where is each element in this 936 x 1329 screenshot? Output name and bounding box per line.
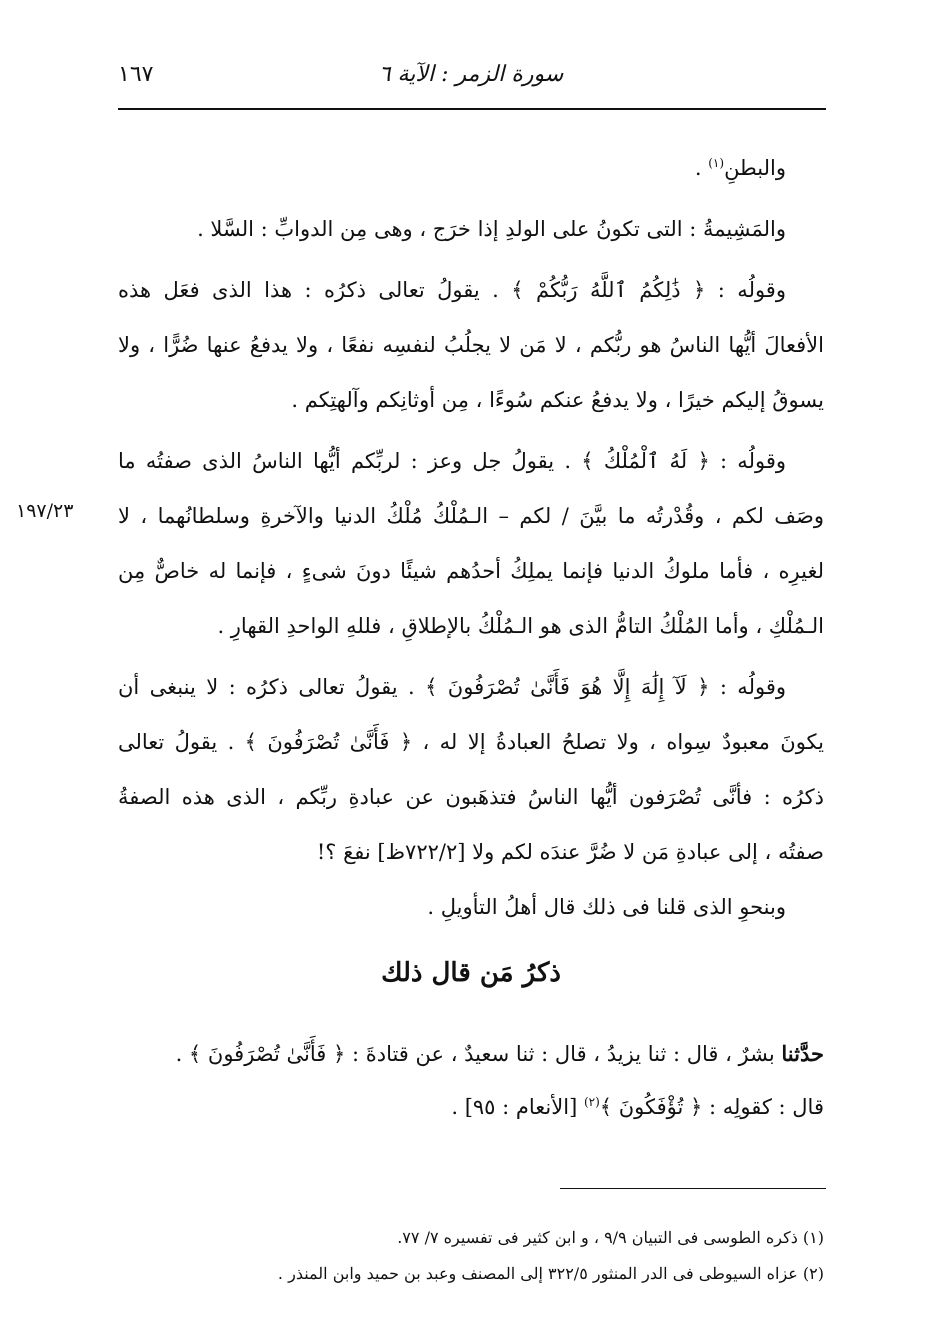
text-line [118,1078,824,1131]
narration-block [118,1030,824,1131]
header-divider [118,108,826,110]
text-line: ذكرُه : فأنَّى تُصْرَفون أيُّها الناسُ فتذهَبون عن عبادةِ ربِّكم ، الذى هذه الصفةُ [118,785,824,809]
text-segment: . [694,156,709,180]
text-segment: والبطنِ [724,156,786,180]
text-line: وصَف لكم ، وقُدْرتُه ما بيَّنَ / لكم – الـمُلْكُ مُلْكُ الدنيا والآخرةِ وسلطانُهما ، لا [118,504,824,528]
isnad-keyword: حدَّثنا [781,1041,824,1066]
footnote: (١) ذكره الطوسى فى التبيان ٩/٩ ، و ابن كثير فى تفسيره ٧/ ٧٧. [397,1228,824,1247]
text-line [118,1030,824,1078]
text-line: الـمُلْكِ ، وأما المُلْكُ التامُّ الذى هو الـمُلْكُ بالإطلاقِ ، فللهِ الواحدِ القهارِ . [217,614,824,638]
text-line: يكونَ معبودٌ سِواه ، ولا تصلحُ العبادةُ إلا له ، ﴿ فَأَنَّىٰ تُصْرَفُونَ ﴾ . يقولُ تعالى [118,730,824,754]
text-line: الأفعالَ أيُّها الناسُ هو ربُّكم ، لا مَن لا يجلُبُ لنفسِه نفعًا ، ولا يدفعُ عنها ضُرًّا ، ولا [118,333,824,357]
text-segment: قال : كقولِه : ﴿ تُؤْفَكُونَ ﴾ [599,1095,824,1119]
text-line: وقولُه : ﴿ لَآ إِلَٰهَ إِلَّا هُوَ فَأَنَّىٰ تُصْرَفُونَ ﴾ . يقولُ تعالى ذكرُه : لا ينبغى أن [118,675,786,699]
running-title: سورة الزمر : الآية ٦ [378,62,564,87]
text-line: وبنحوِ الذى قلنا فى ذلك قال أهلُ التأويلِ . [427,895,786,919]
footnotes [118,1220,824,1292]
text-line: وقولُه : ﴿ ذَٰلِكُمُ ٱللَّهُ رَبُّكُمْ ﴾ . يقولُ تعالى ذكرُه : هذا الذى فعَل هذه [118,278,786,302]
section-heading: ذكرُ مَن قال ذلك [381,958,561,988]
text-line: وقولُه : ﴿ لَهُ ٱلْمُلْكُ ﴾ . يقولُ جل وعز : لربِّكم أيُّها الناسُ الذى صفتُه ما [118,449,786,473]
paragraph [118,202,824,257]
text-line: صفتُه ، إلى عبادةِ مَن لا ضُرَّ عندَه لكم ولا [٧٢٢/٢ظ] نفعَ ؟! [316,840,824,864]
text-line [118,136,786,196]
text-line: والمَشِيمةُ : التى تكونُ على الولدِ إذا خرَج ، وهى مِن الدوابِّ : السَّلا . [197,217,786,241]
text-line: لغيرِه ، فأما ملوكُ الدنيا فإنما يملِكُ أحدُهم شيئًا دونَ شىءٍ ، فإنما له خاصٌّ مِن [118,559,824,583]
footnote-divider [560,1188,826,1189]
paragraph [118,136,824,196]
paragraph [118,880,824,935]
paragraph [118,434,824,654]
paragraph [118,263,824,428]
text-line: يسوقُ إليكم خيرًا ، ولا يدفعُ عنكم سُوءًا ، مِن أوثانِكم وآلهتِكم . [291,388,824,412]
footnote-marker: (١) [708,156,725,170]
page-number: ١٦٧ [118,62,154,87]
footnote-marker: (٢) [583,1095,600,1109]
margin-reference: ١٩٧/٢٣ [16,500,74,522]
page-header [118,62,824,102]
paragraph [118,660,824,880]
main-text [118,136,824,935]
text-segment: بشرٌ ، قال : ثنا يزيدُ ، قال : ثنا سعيدٌ ، عن قتادةَ : ﴿ فَأَنَّىٰ تُصْرَفُونَ ﴾ . [175,1042,782,1066]
text-segment: [الأنعام : ٩٥] . [451,1095,584,1119]
footnote: (٢) عزاه السيوطى فى الدر المنثور ٣٢٢/٥ إلى المصنف وعبد بن حميد وابن المنذر . [277,1264,824,1283]
